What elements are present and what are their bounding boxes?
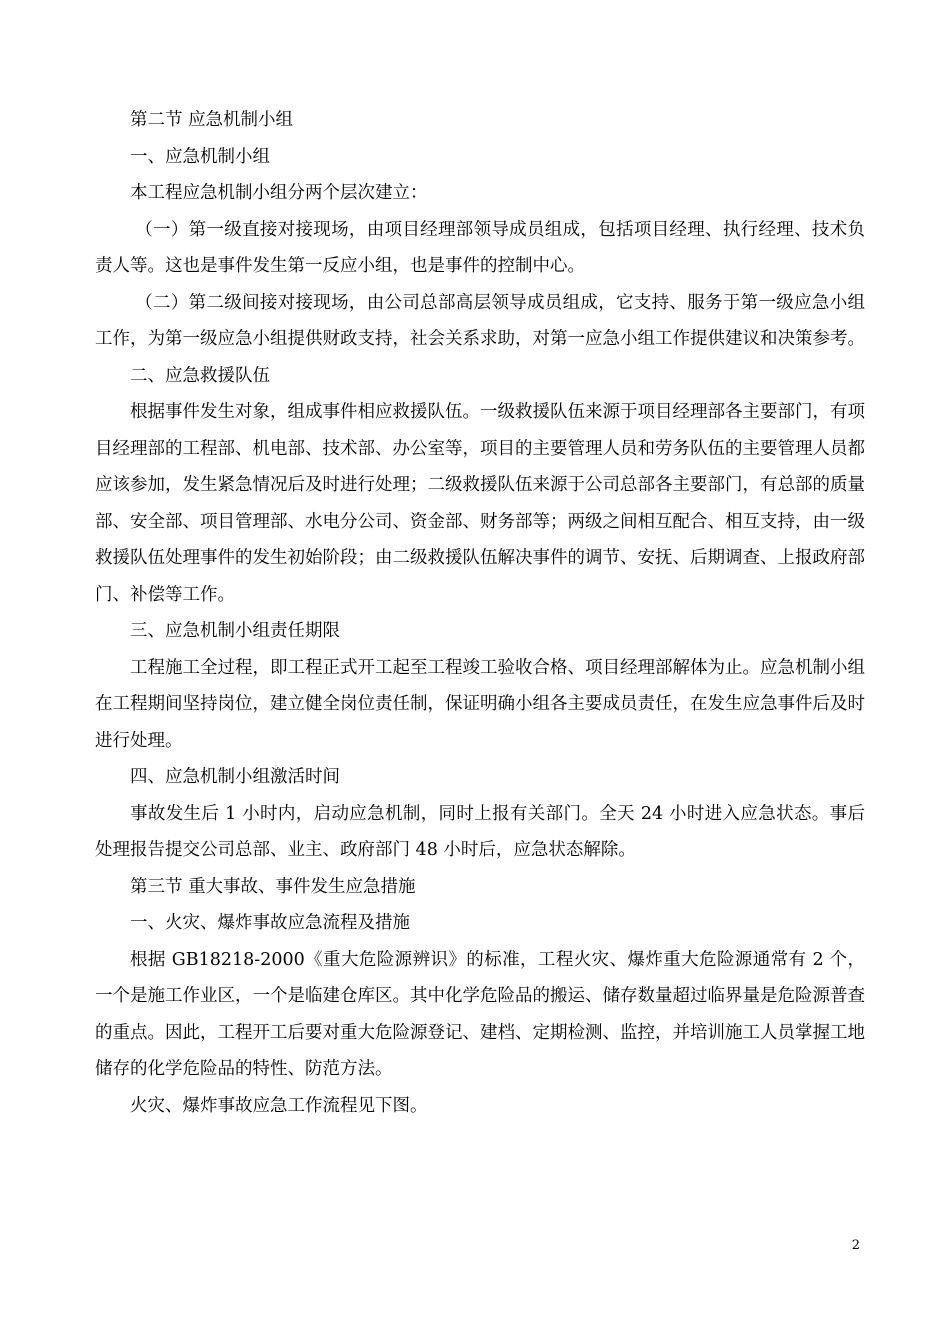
body-paragraph: 根据 GB18218-2000《重大危险源辨识》的标准，工程火灾、爆炸重大危险源通常有 2 个，一个是施工作业区，一个是临建仓库区。其中化学危险品的搬运、储存数量超过临界量是危险源普查的重点。因此，工程开工后要对重大危险源登记、建档、定期检测、监控，并培训施工人员掌握工地储存的化学危险品的特性、防范方法。: [95, 949, 865, 1079]
body-paragraph: 火灾、爆炸事故应急工作流程见下图。: [130, 1095, 428, 1116]
body-paragraph: （二）第二级间接对接现场，由公司总部高层领导成员组成，它支持、服务于第一级应急小组工作，为第一级应急小组提供财政支持，社会关系求助，对第一应急小组工作提供建议和决策参考。: [95, 292, 865, 349]
document-body: [95, 102, 865, 1124]
body-paragraph: （一）第一级直接对接现场，由项目经理部领导成员组成，包括项目经理、执行经理、技术负责人等。这也是事件发生第一反应小组，也是事件的控制中心。: [95, 219, 865, 276]
subsection-heading: 三、应急机制小组责任期限: [130, 621, 340, 641]
body-paragraph: 工程施工全过程，即工程正式开工起至工程竣工验收合格、项目经理部解体为止。应急机制小组在工程期间坚持岗位，建立健全岗位责任制，保证明确小组各主要成员责任，在发生应急事件后及时进行处理。: [95, 657, 865, 751]
body-paragraph: 事故发生后 1 小时内，启动应急机制，同时上报有关部门。全天 24 小时进入应急状态。事后处理报告提交公司总部、业主、政府部门 48 小时后，应急状态解除。: [95, 803, 865, 860]
subsection-heading: 一、火灾、爆炸事故应急流程及措施: [130, 913, 410, 933]
subsection-heading: 二、应急救援队伍: [130, 365, 270, 386]
section-heading: 第三节 重大事故、事件发生应急措施: [130, 876, 416, 897]
subsection-heading: 一、应急机制小组: [130, 146, 270, 167]
section-heading: 第二节 应急机制小组: [130, 110, 294, 130]
subsection-heading: 四、应急机制小组激活时间: [130, 767, 340, 787]
page-number: 2: [851, 1238, 860, 1253]
body-paragraph: 根据事件发生对象，组成事件相应救援队伍。一级救援队伍来源于项目经理部各主要部门，有项目经理部的工程部、机电部、技术部、办公室等，项目的主要管理人员和劳务队伍的主要管理人员都应该参加，发生紧急情况后及时进行处理；二级救援队伍来源于公司总部各主要部门，有总部的质量部、安全部、项目管理部、水电分公司、资金部、财务部等；两级之间相互配合、相互支持，由一级救援队伍处理事件的发生初始阶段；由二级救援队伍解决事件的调节、安抚、后期调查、上报政府部门、补偿等工作。: [95, 402, 865, 605]
body-paragraph: 本工程应急机制小组分两个层次建立：: [130, 183, 428, 203]
